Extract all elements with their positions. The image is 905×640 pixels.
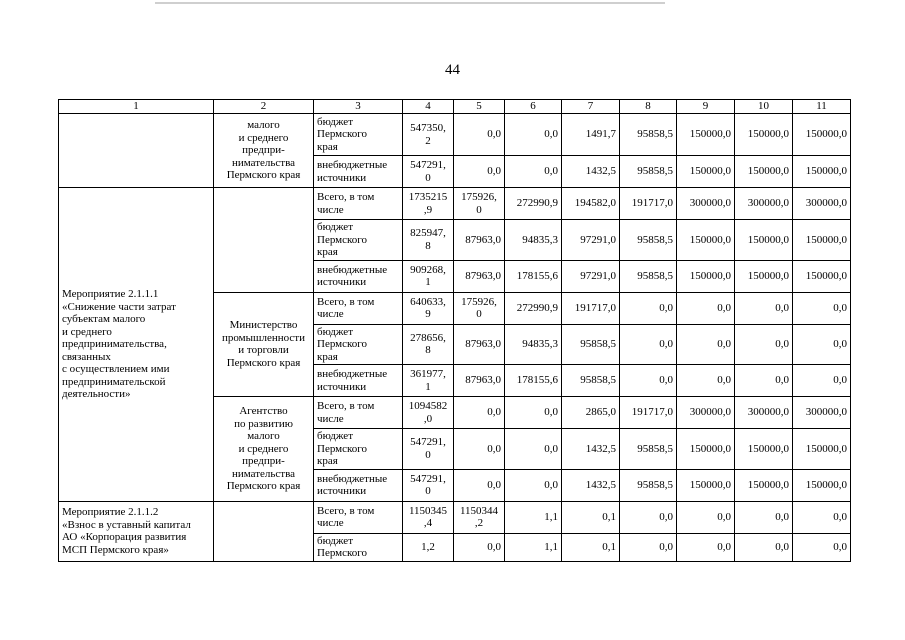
value-cell: 272990,9 (505, 188, 562, 220)
value-cell: 0,0 (677, 533, 735, 561)
value-cell: 0,0 (793, 292, 851, 324)
finance-table (58, 99, 851, 562)
value-cell: 909268, 1 (403, 260, 454, 292)
value-cell: 175926, 0 (454, 292, 505, 324)
value-cell: 0,0 (677, 501, 735, 533)
value-cell: 0,0 (677, 292, 735, 324)
value-cell: 150000,0 (735, 429, 793, 470)
page-number: 44 (445, 62, 460, 78)
value-cell: 150000,0 (793, 156, 851, 188)
value-cell: 87963,0 (454, 220, 505, 261)
value-cell: 1,1 (505, 533, 562, 561)
value-cell: 0,0 (454, 429, 505, 470)
value-cell: 150000,0 (735, 469, 793, 501)
header-cell: 2 (214, 100, 314, 114)
header-cell: 1 (59, 100, 214, 114)
value-cell: 178155,6 (505, 260, 562, 292)
value-cell: 300000,0 (793, 188, 851, 220)
value-cell: 0,0 (735, 324, 793, 365)
value-cell: 640633, 9 (403, 292, 454, 324)
value-cell: 0,0 (677, 365, 735, 397)
funding-source-cell: Всего, в том числе (314, 501, 403, 533)
value-cell: 2865,0 (562, 397, 620, 429)
value-cell: 0,0 (620, 501, 677, 533)
value-cell: 194582,0 (562, 188, 620, 220)
value-cell: 150000,0 (735, 220, 793, 261)
value-cell: 547350, 2 (403, 114, 454, 156)
value-cell: 0,0 (505, 429, 562, 470)
value-cell: 150000,0 (677, 220, 735, 261)
value-cell: 1150344 ,2 (454, 501, 505, 533)
value-cell: 150000,0 (735, 156, 793, 188)
value-cell: 0,0 (454, 156, 505, 188)
funding-source-cell: Всего, в том числе (314, 292, 403, 324)
executor-cell (214, 501, 314, 561)
measure-cell: Мероприятие 2.1.1.2 «Взнос в уставный капитал АО «Корпорация развития МСП Пермского края» (59, 501, 214, 561)
table-row (59, 501, 851, 533)
header-cell: 5 (454, 100, 505, 114)
value-cell: 95858,5 (620, 114, 677, 156)
value-cell: 97291,0 (562, 220, 620, 261)
value-cell: 300000,0 (735, 188, 793, 220)
value-cell: 178155,6 (505, 365, 562, 397)
header-cell: 9 (677, 100, 735, 114)
value-cell: 1735215 ,9 (403, 188, 454, 220)
value-cell: 1094582 ,0 (403, 397, 454, 429)
value-cell: 94835,3 (505, 220, 562, 261)
value-cell: 547291, 0 (403, 156, 454, 188)
value-cell: 97291,0 (562, 260, 620, 292)
value-cell: 150000,0 (793, 114, 851, 156)
header-cell: 6 (505, 100, 562, 114)
value-cell: 1,1 (505, 501, 562, 533)
header-row (59, 100, 851, 114)
funding-source-cell: бюджет Пермского края (314, 324, 403, 365)
funding-source-cell: бюджет Пермского края (314, 114, 403, 156)
value-cell: 0,0 (505, 397, 562, 429)
value-cell: 0,0 (793, 324, 851, 365)
value-cell: 150000,0 (793, 260, 851, 292)
value-cell: 0,0 (620, 365, 677, 397)
value-cell: 0,0 (454, 469, 505, 501)
value-cell: 547291, 0 (403, 429, 454, 470)
value-cell: 547291, 0 (403, 469, 454, 501)
value-cell: 0,0 (454, 533, 505, 561)
value-cell: 272990,9 (505, 292, 562, 324)
header-cell: 4 (403, 100, 454, 114)
value-cell: 95858,5 (620, 429, 677, 470)
executor-cell: Агентство по развитию малого и среднего предпри- нимательства Пермского края (214, 397, 314, 502)
funding-source-cell: внебюджетные источники (314, 260, 403, 292)
value-cell: 150000,0 (677, 156, 735, 188)
value-cell: 0,1 (562, 501, 620, 533)
funding-source-cell: Всего, в том числе (314, 397, 403, 429)
funding-source-cell: бюджет Пермского края (314, 220, 403, 261)
value-cell: 0,0 (454, 397, 505, 429)
value-cell: 95858,5 (620, 156, 677, 188)
value-cell: 87963,0 (454, 324, 505, 365)
table-body (59, 114, 851, 562)
value-cell: 0,0 (793, 365, 851, 397)
value-cell: 0,1 (562, 533, 620, 561)
value-cell: 191717,0 (562, 292, 620, 324)
header-cell: 8 (620, 100, 677, 114)
funding-source-cell: бюджет Пермского края (314, 429, 403, 470)
value-cell: 150000,0 (793, 469, 851, 501)
executor-cell: малого и среднего предпри- нимательства Пермского края (214, 114, 314, 188)
value-cell: 300000,0 (677, 188, 735, 220)
value-cell: 300000,0 (735, 397, 793, 429)
value-cell: 95858,5 (562, 324, 620, 365)
value-cell: 825947, 8 (403, 220, 454, 261)
value-cell: 150000,0 (793, 220, 851, 261)
value-cell: 95858,5 (620, 469, 677, 501)
table-row (59, 114, 851, 156)
header-cell: 3 (314, 100, 403, 114)
header-cell: 7 (562, 100, 620, 114)
value-cell: 150000,0 (793, 429, 851, 470)
funding-source-cell: внебюджетные источники (314, 156, 403, 188)
value-cell: 0,0 (454, 114, 505, 156)
value-cell: 95858,5 (620, 260, 677, 292)
value-cell: 95858,5 (620, 220, 677, 261)
funding-source-cell: Всего, в том числе (314, 188, 403, 220)
value-cell: 0,0 (620, 292, 677, 324)
funding-source-cell: внебюджетные источники (314, 469, 403, 501)
header-cell: 11 (793, 100, 851, 114)
value-cell: 0,0 (735, 501, 793, 533)
value-cell: 95858,5 (562, 365, 620, 397)
value-cell: 191717,0 (620, 397, 677, 429)
value-cell: 150000,0 (677, 469, 735, 501)
value-cell: 94835,3 (505, 324, 562, 365)
value-cell: 0,0 (505, 114, 562, 156)
value-cell: 361977, 1 (403, 365, 454, 397)
value-cell: 1150345 ,4 (403, 501, 454, 533)
value-cell: 175926, 0 (454, 188, 505, 220)
funding-source-cell: бюджет Пермского (314, 533, 403, 561)
value-cell: 0,0 (620, 324, 677, 365)
executor-cell (214, 188, 314, 293)
value-cell: 0,0 (505, 156, 562, 188)
value-cell: 1,2 (403, 533, 454, 561)
table-row (59, 188, 851, 220)
value-cell: 0,0 (677, 324, 735, 365)
top-edge-mark (155, 2, 665, 4)
value-cell: 191717,0 (620, 188, 677, 220)
value-cell: 0,0 (735, 365, 793, 397)
value-cell: 87963,0 (454, 365, 505, 397)
value-cell: 0,0 (505, 469, 562, 501)
value-cell: 150000,0 (677, 429, 735, 470)
value-cell: 1491,7 (562, 114, 620, 156)
value-cell: 150000,0 (677, 114, 735, 156)
value-cell: 0,0 (735, 533, 793, 561)
value-cell: 300000,0 (677, 397, 735, 429)
value-cell: 1432,5 (562, 429, 620, 470)
value-cell: 278656, 8 (403, 324, 454, 365)
header-cell: 10 (735, 100, 793, 114)
value-cell: 0,0 (793, 501, 851, 533)
value-cell: 87963,0 (454, 260, 505, 292)
value-cell: 1432,5 (562, 156, 620, 188)
value-cell: 150000,0 (735, 114, 793, 156)
executor-cell: Министерство промышленности и торговли Пермского края (214, 292, 314, 397)
value-cell: 0,0 (735, 292, 793, 324)
value-cell: 300000,0 (793, 397, 851, 429)
value-cell: 1432,5 (562, 469, 620, 501)
value-cell: 0,0 (620, 533, 677, 561)
value-cell: 150000,0 (677, 260, 735, 292)
value-cell: 150000,0 (735, 260, 793, 292)
funding-source-cell: внебюджетные источники (314, 365, 403, 397)
measure-cell: Мероприятие 2.1.1.1 «Снижение части затрат субъектам малого и среднего предпринимательства, связанных с осуществлением ими предпринимательской деятельности» (59, 188, 214, 502)
measure-cell (59, 114, 214, 188)
value-cell: 0,0 (793, 533, 851, 561)
